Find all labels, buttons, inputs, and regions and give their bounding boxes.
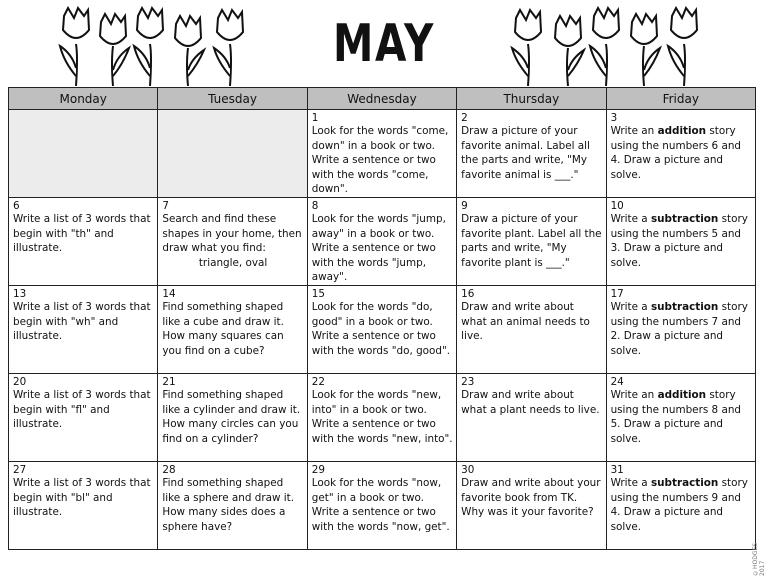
day-number: 8 xyxy=(311,200,319,212)
shape-list: triangle, oval xyxy=(198,256,268,269)
activity-text-part: Write a list of 3 words that begin with "th" and illustrate. xyxy=(13,213,151,255)
activity-text-part: Write an xyxy=(610,125,658,137)
day-number: 21 xyxy=(162,376,176,388)
day-cell xyxy=(457,110,606,198)
weekday-header: Monday xyxy=(9,88,158,110)
day-cell xyxy=(307,110,456,198)
day-number: 27 xyxy=(13,464,27,476)
day-cell xyxy=(606,374,755,462)
copyright-note: ©HODGES 2017 xyxy=(752,542,766,576)
day-cell xyxy=(606,110,755,198)
activity-text-part: story using the numbers 5 and 3. Draw a picture and solve. xyxy=(610,213,748,269)
day-number: 24 xyxy=(610,376,624,388)
empty-day-cell xyxy=(158,110,307,198)
activity-text-part: Write a list of 3 words that begin with "bl" and illustrate. xyxy=(13,477,151,519)
activity-text-part: Draw and write about what an animal needs to live. xyxy=(461,301,590,343)
day-cell xyxy=(606,198,755,286)
activity-text-part: story using the numbers 8 and 5. Draw a picture and solve. xyxy=(610,389,742,445)
day-cell xyxy=(9,374,158,462)
day-cell xyxy=(457,286,606,374)
day-cell xyxy=(9,286,158,374)
activity-text xyxy=(461,389,599,416)
activity-text-part: Write a xyxy=(610,213,651,225)
day-number: 16 xyxy=(461,288,475,300)
day-number: 22 xyxy=(311,376,326,388)
activity-keyword: addition xyxy=(657,125,707,137)
day-cell xyxy=(307,462,456,550)
activity-text-part: Look for the words "do, good" in a book or two. Write a sentence or two with the words "do, good". xyxy=(311,301,451,357)
day-cell xyxy=(606,462,755,550)
day-number: 1 xyxy=(311,112,319,124)
calendar-week-row xyxy=(9,286,756,374)
calendar-week-row xyxy=(9,374,756,462)
activity-text-part: Find something shaped like a cylinder and draw it. How many circles can you find on a cylinder? xyxy=(162,389,301,445)
weekday-header: Thursday xyxy=(457,88,606,110)
activity-text-part: Find something shaped like a cube and draw it. How many squares can you find on a cube? xyxy=(162,301,284,357)
activity-text xyxy=(13,301,151,342)
activity-text xyxy=(461,125,590,181)
day-cell xyxy=(158,198,307,286)
day-number: 13 xyxy=(13,288,27,300)
calendar-body xyxy=(9,110,756,550)
activity-text-part: Look for the words "come, down" in a book or two. Write a sentence or two with the words "come, down". xyxy=(311,125,449,196)
activity-text-part: Write an xyxy=(610,389,658,401)
day-number: 28 xyxy=(162,464,176,476)
day-cell xyxy=(158,462,307,550)
calendar-week-row xyxy=(9,110,756,198)
calendar-table xyxy=(8,87,756,550)
day-number: 30 xyxy=(461,464,475,476)
activity-text xyxy=(312,389,453,445)
activity-text xyxy=(611,125,741,181)
day-number: 29 xyxy=(311,464,326,476)
activity-text xyxy=(312,301,450,357)
day-cell xyxy=(9,198,158,286)
activity-text xyxy=(461,477,600,518)
activity-keyword: subtraction xyxy=(650,213,719,225)
weekday-header: Wednesday xyxy=(307,88,456,110)
activity-text-part: Look for the words "jump, away" in a book or two. Write a sentence or two with the words "jump, away". xyxy=(311,213,446,284)
activity-text xyxy=(312,213,446,283)
activity-text xyxy=(461,301,590,342)
activity-text-part: Look for the words "now, get" in a book or two. Write a sentence or two with the words "now, get". xyxy=(311,477,450,533)
activity-text xyxy=(13,389,151,430)
day-cell xyxy=(457,374,606,462)
activity-text xyxy=(611,301,748,357)
day-number: 20 xyxy=(13,376,27,388)
activity-text-part: Find something shaped like a sphere and draw it. How many sides does a sphere have? xyxy=(162,477,295,533)
day-cell xyxy=(158,286,307,374)
activity-text xyxy=(162,213,301,254)
activity-text xyxy=(461,213,601,269)
weekday-header-row xyxy=(9,88,756,110)
day-cell xyxy=(307,286,456,374)
activity-text-part: story using the numbers 9 and 4. Draw a picture and solve. xyxy=(610,477,748,533)
activity-keyword: subtraction xyxy=(650,477,719,489)
day-cell xyxy=(457,462,606,550)
day-cell xyxy=(307,198,456,286)
activity-text xyxy=(162,301,284,357)
activity-text xyxy=(13,477,151,518)
day-number: 23 xyxy=(461,376,475,388)
weekday-header: Tuesday xyxy=(158,88,307,110)
day-cell xyxy=(307,374,456,462)
activity-text-part: Write a list of 3 words that begin with "fl" and illustrate. xyxy=(13,389,151,431)
activity-text-part: Write a xyxy=(610,301,651,313)
day-number: 10 xyxy=(610,200,624,212)
day-number: 17 xyxy=(610,288,624,300)
day-number: 14 xyxy=(162,288,176,300)
activity-text xyxy=(312,477,450,533)
activity-text-part: Draw and write about your favorite book from TK. Why was it your favorite? xyxy=(461,477,601,519)
page-title: MAY xyxy=(333,14,435,74)
day-number: 9 xyxy=(461,200,468,212)
day-number: 3 xyxy=(610,112,618,124)
calendar-week-row xyxy=(9,462,756,550)
activity-text xyxy=(312,125,449,195)
activity-text-part: Draw a picture of your favorite animal. Label all the parts and write, "My favorite animal is ___." xyxy=(461,125,590,181)
activity-text-part: Draw and write about what a plant needs to live. xyxy=(461,389,600,416)
day-number: 2 xyxy=(461,112,468,124)
day-cell xyxy=(606,286,755,374)
day-cell xyxy=(158,374,307,462)
day-cell xyxy=(9,462,158,550)
empty-day-cell xyxy=(9,110,158,198)
activity-text xyxy=(611,477,748,533)
day-number: 31 xyxy=(610,464,624,476)
activity-text-part: story using the numbers 7 and 2. Draw a picture and solve. xyxy=(610,301,748,357)
activity-text xyxy=(13,213,151,254)
day-number: 7 xyxy=(162,200,170,212)
activity-text-part: story using the numbers 6 and 4. Draw a picture and solve. xyxy=(610,125,742,181)
activity-text-part: Search and find these shapes in your home, then draw what you find: xyxy=(162,213,302,255)
activity-text xyxy=(162,389,300,445)
activity-keyword: addition xyxy=(657,389,707,401)
activity-text xyxy=(611,213,748,269)
activity-text xyxy=(611,389,741,445)
day-cell xyxy=(457,198,606,286)
day-number: 6 xyxy=(13,200,20,212)
activity-text-part: Write a xyxy=(610,477,651,489)
activity-text xyxy=(162,477,294,533)
weekday-header: Friday xyxy=(606,88,755,110)
day-number: 15 xyxy=(311,288,326,300)
activity-text-part: Look for the words "new, into" in a book or two. Write a sentence or two with the words "new, into". xyxy=(311,389,453,445)
activity-text-part: Write a list of 3 words that begin with "wh" and illustrate. xyxy=(13,301,151,343)
tulip-cluster-right-icon xyxy=(510,6,710,86)
activity-text-part: Draw a picture of your favorite plant. Label all the parts and write, "My favorite plant is ___." xyxy=(461,213,602,269)
activity-keyword: subtraction xyxy=(650,301,719,313)
calendar-week-row xyxy=(9,198,756,286)
